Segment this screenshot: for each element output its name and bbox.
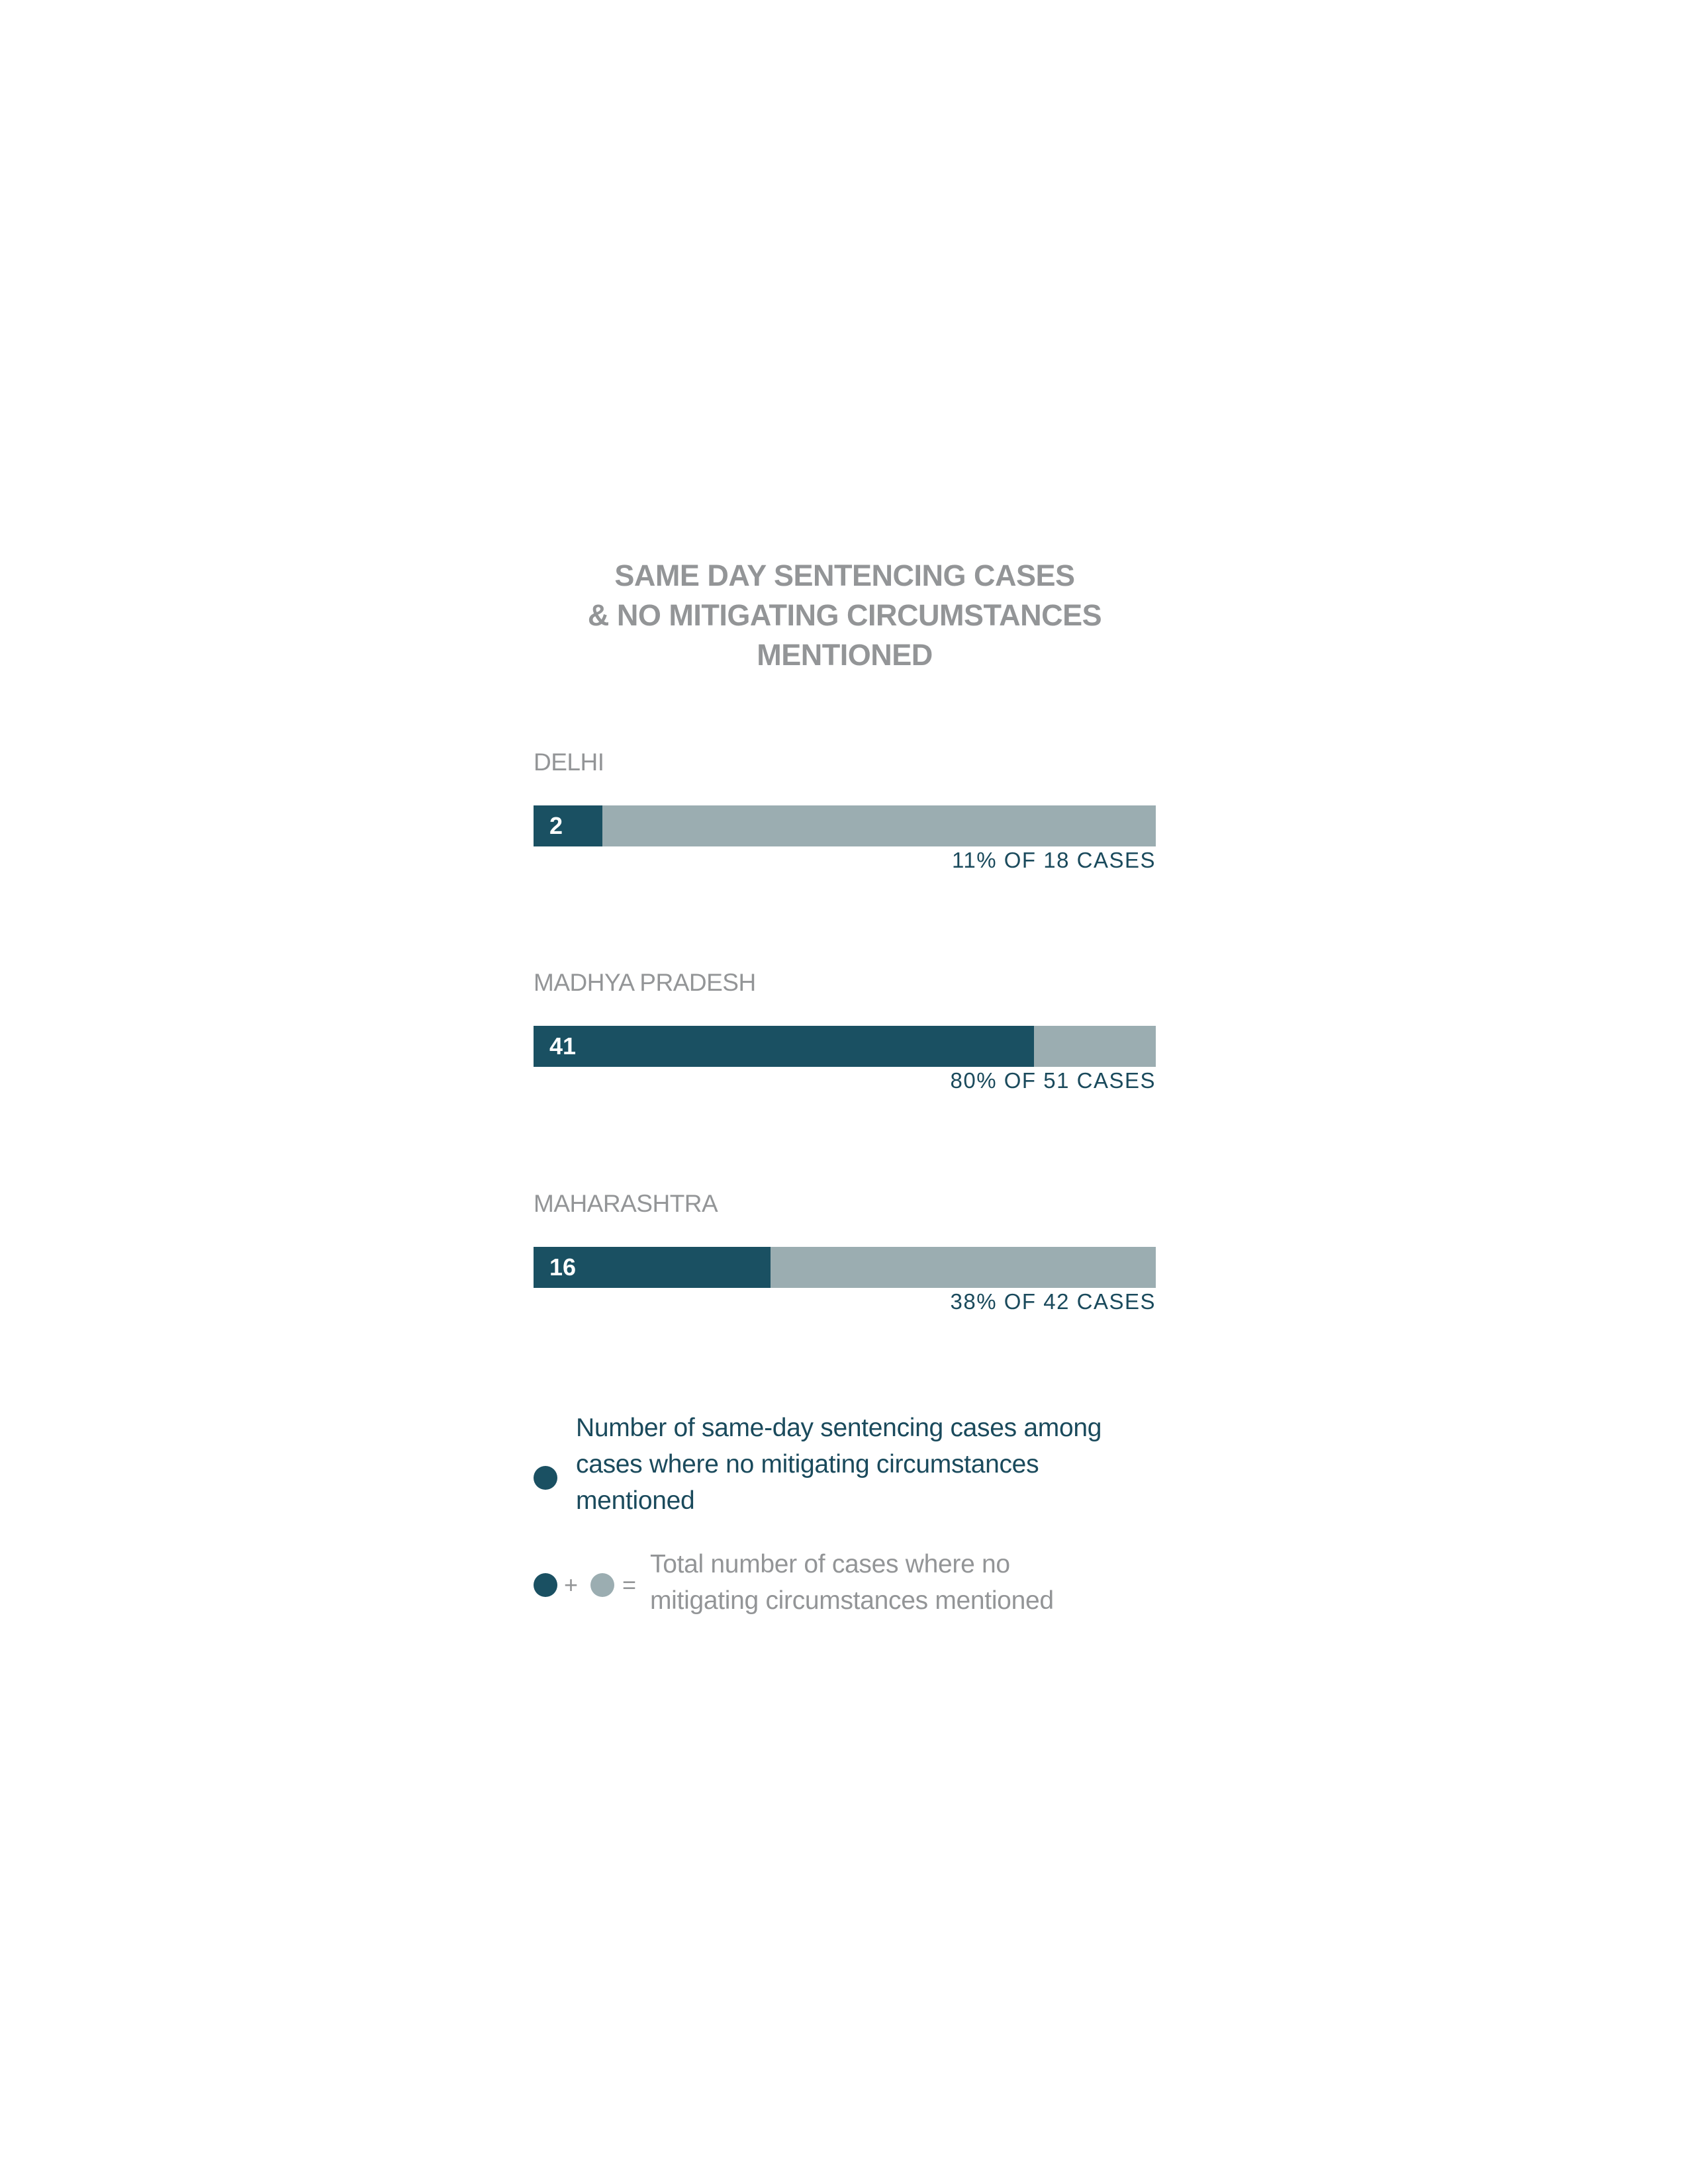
chart-title-line-2: & NO MITIGATING CIRCUMSTANCES bbox=[587, 598, 1102, 632]
bar-value-label: 41 bbox=[549, 1032, 577, 1060]
bar-value-label: 2 bbox=[549, 812, 563, 839]
bar-group-maharashtra bbox=[534, 1189, 1156, 1342]
legend-label-clip bbox=[650, 1549, 1156, 1616]
legend-item-same-day bbox=[534, 1410, 1156, 1529]
dark-dot-icon bbox=[534, 1573, 557, 1597]
legend-label-total bbox=[650, 1549, 1054, 1616]
bar-value-label: 16 bbox=[549, 1253, 577, 1281]
percent-label: 80% OF 51 CASES bbox=[950, 1068, 1156, 1093]
bar-total bbox=[534, 1026, 1156, 1067]
equals-sign: = bbox=[622, 1571, 637, 1598]
legend-line: Number of same-day sentencing cases among bbox=[576, 1414, 1102, 1442]
legend-line: mitigating circumstances mentioned bbox=[650, 1586, 1054, 1615]
legend-item-total bbox=[534, 1549, 1156, 1615]
legend-label-same-day bbox=[576, 1410, 1102, 1519]
chart-figure bbox=[534, 556, 1156, 1615]
chart-title-line-3: MENTIONED bbox=[757, 638, 933, 672]
bar-group-delhi bbox=[534, 748, 1156, 900]
bar-total bbox=[534, 1247, 1156, 1288]
bar-total bbox=[534, 805, 1156, 846]
legend-line: cases where no mitigating circumstances bbox=[576, 1450, 1039, 1479]
percent-label: 38% OF 42 CASES bbox=[950, 1289, 1156, 1314]
category-label: DELHI bbox=[534, 749, 604, 776]
chart-title bbox=[534, 556, 1156, 675]
plus-sign: + bbox=[564, 1571, 579, 1598]
category-label: MAHARASHTRA bbox=[534, 1190, 718, 1217]
legend-line: Total number of cases where no bbox=[650, 1550, 1010, 1578]
legend-line: mentioned bbox=[576, 1486, 695, 1515]
light-dot-icon bbox=[590, 1573, 614, 1597]
dark-dot-icon bbox=[534, 1466, 557, 1490]
chart-title-line-1: SAME DAY SENTENCING CASES bbox=[614, 559, 1075, 592]
bar-same-day bbox=[534, 805, 602, 846]
bar-same-day bbox=[534, 1026, 1034, 1067]
bar-group-madhya-pradesh bbox=[534, 968, 1156, 1120]
category-label: MADHYA PRADESH bbox=[534, 969, 756, 996]
percent-label: 11% OF 18 CASES bbox=[951, 848, 1156, 872]
